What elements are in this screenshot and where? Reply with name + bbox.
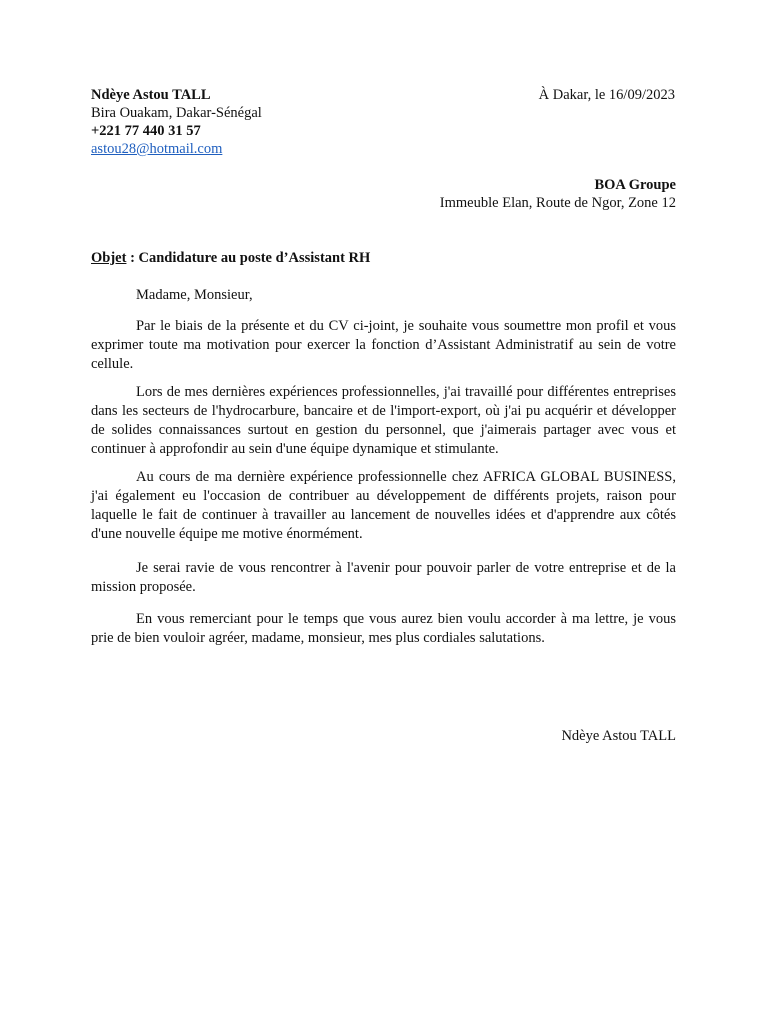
body-paragraph-4: Je serai ravie de vous rencontrer à l'avenir pour pouvoir parler de votre entreprise et de la mission proposée. [91, 560, 676, 595]
body-paragraph-1: Par le biais de la présente et du CV ci-joint, je souhaite vous soumettre mon profil et vous exprimer toute ma motivation pour exercer la fonction d’Assistant Administratif au sein de votre cellule. [91, 318, 676, 372]
body-paragraph-5: En vous remerciant pour le temps que vous aurez bien voulu accorder à ma lettre, je vous prie de bien vouloir agréer, madame, monsieur, mes plus cordiales salutations. [91, 611, 676, 646]
sender-phone: +221 77 440 31 57 [91, 123, 201, 139]
body-paragraph-2: Lors de mes dernières expériences professionnelles, j'ai travaillé pour différentes entreprises dans les secteurs de l'hydrocarbure, bancaire et de l'import-export, où j'ai pu acquérir et développer de solides connaissances surtout en gestion du personnel, que j'aimerais partager avec vous et continuer à approfondir au sein d'une équipe dynamique et stimulante. [91, 384, 676, 457]
date-line: À Dakar, le 16/09/2023 [538, 87, 675, 103]
subject-line [91, 249, 370, 267]
sender-address: Bira Ouakam, Dakar-Sénégal [91, 105, 262, 121]
recipient-company: BOA Groupe [594, 177, 676, 193]
body-paragraph-3: Au cours de ma dernière expérience professionnelle chez AFRICA GLOBAL BUSINESS, j'ai également eu l'occasion de contribuer au développement de différents projets, raison pour laquelle le fait de continuer à travailler au lancement de nouvelles idées et d'apprendre aux côtés d'une nouvelle équipe me motive énormément. [91, 469, 676, 542]
sender-email-link[interactable]: astou28@hotmail.com [91, 141, 223, 157]
greeting: Madame, Monsieur, [136, 287, 253, 303]
recipient-address: Immeuble Elan, Route de Ngor, Zone 12 [439, 195, 676, 211]
subject-text: : Candidature au poste d’Assistant RH [126, 250, 371, 266]
sender-name: Ndèye Astou TALL [91, 87, 211, 103]
subject-label: Objet [91, 250, 127, 266]
signature: Ndèye Astou TALL [561, 728, 676, 744]
